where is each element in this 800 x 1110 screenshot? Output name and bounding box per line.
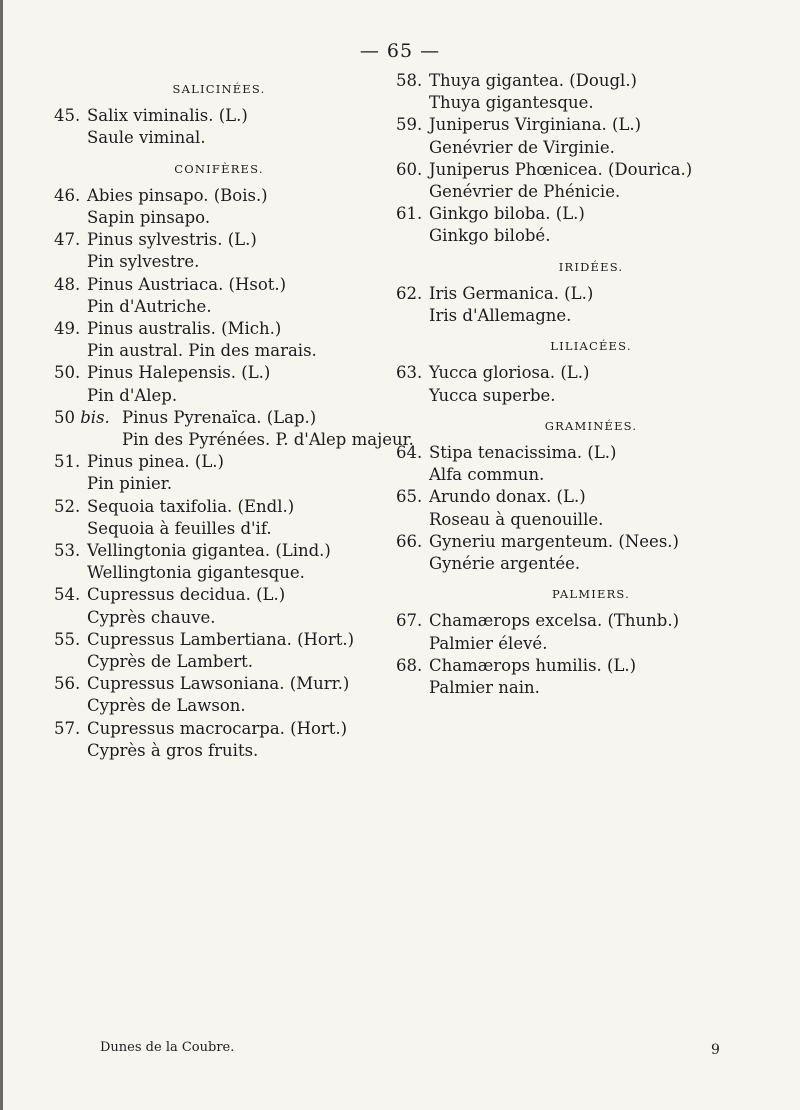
species-entry: [396, 114, 786, 158]
entry-number: 68.: [396, 655, 423, 675]
section-heading: CONIFÈRES.: [174, 161, 264, 176]
entry-number: 55.: [54, 629, 81, 649]
species-entry: [54, 407, 414, 451]
species-entry: [54, 105, 384, 149]
latin-name: Yucca gloriosa. (L.): [429, 363, 590, 383]
entry-number: 61.: [396, 204, 423, 224]
latin-name: Iris Germanica. (L.): [429, 283, 594, 303]
species-entry: [396, 159, 786, 203]
latin-name: Chamærops humilis. (L.): [429, 655, 637, 675]
entry-number: 49.: [54, 319, 81, 339]
latin-name: Arundo donax. (L.): [429, 487, 586, 507]
common-name: Palmier élevé.: [429, 633, 548, 653]
entry-number: 46.: [54, 185, 81, 205]
common-name: Genévrier de Phénicie.: [429, 182, 621, 202]
species-entry: [396, 283, 786, 327]
common-name: Saule viminal.: [87, 128, 206, 148]
right-column: [396, 70, 786, 699]
common-name: Cyprès de Lambert.: [87, 652, 253, 672]
common-name: Cyprès à gros fruits.: [87, 740, 259, 760]
page-number: — 65 —: [359, 40, 441, 62]
common-name: Sapin pinsapo.: [87, 208, 211, 228]
entry-number: 64.: [396, 443, 423, 463]
latin-name: Juniperus Virginiana. (L.): [429, 115, 642, 135]
entry-number: 54.: [54, 585, 81, 605]
entry-number: 53.: [54, 541, 81, 561]
species-entry: [54, 229, 384, 273]
latin-name: Pinus sylvestris. (L.): [87, 230, 257, 250]
latin-name: Thuya gigantea. (Dougl.): [429, 71, 637, 90]
species-entry: [54, 274, 384, 318]
entry-number: 62.: [396, 283, 423, 303]
latin-name: Pinus Austriaca. (Hsot.): [87, 274, 287, 294]
common-name: Pin sylvestre.: [87, 252, 200, 272]
species-entry: [396, 486, 786, 530]
latin-name: Pinus pinea. (L.): [87, 452, 224, 472]
common-name: Thuya gigantesque.: [429, 93, 594, 113]
latin-name: Cupressus decidua. (L.): [87, 585, 286, 605]
common-name: Pin d'Autriche.: [87, 296, 212, 316]
latin-name: Stipa tenacissima. (L.): [429, 443, 617, 463]
section-heading: IRIDÉES.: [558, 259, 624, 274]
common-name: Wellingtonia gigantesque.: [87, 563, 305, 583]
entry-number: 59.: [396, 115, 423, 135]
species-entry: [54, 629, 384, 673]
entry-number: 50.: [54, 363, 81, 383]
signature-mark: 9: [711, 1042, 720, 1058]
species-entry: [54, 318, 384, 362]
common-name: Iris d'Allemagne.: [429, 306, 572, 326]
entry-number: 48.: [54, 274, 81, 294]
species-entry: [54, 673, 384, 717]
section-heading: SALICINÉES.: [172, 82, 266, 96]
entry-number: 66.: [396, 531, 423, 551]
species-entry: [396, 203, 786, 247]
latin-name: Vellingtonia gigantea. (Lind.): [87, 541, 331, 561]
latin-name: Juniperus Phœnicea. (Dourica.): [429, 159, 693, 179]
common-name: Cyprès chauve.: [87, 607, 216, 627]
common-name: Ginkgo bilobé.: [429, 226, 551, 246]
latin-name: Pinus Pyrenaïca. (Lap.): [122, 407, 317, 427]
entry-number: 51.: [54, 452, 81, 472]
latin-name: Ginkgo biloba. (L.): [429, 204, 585, 224]
common-name: Cyprès de Lawson.: [87, 696, 246, 716]
latin-name: Abies pinsapo. (Bois.): [87, 185, 268, 205]
species-entry: [396, 442, 786, 486]
species-entry: [396, 655, 786, 699]
common-name: Pin d'Alep.: [87, 385, 178, 405]
latin-name: Chamærops excelsa. (Thunb.): [429, 611, 680, 631]
latin-name: Cupressus Lambertiana. (Hort.): [87, 629, 355, 649]
latin-name: Cupressus Lawsoniana. (Murr.): [87, 674, 350, 694]
common-name: Roseau à quenouille.: [429, 509, 604, 529]
latin-name: Salix viminalis. (L.): [87, 106, 248, 126]
entry-number: 56.: [54, 674, 81, 694]
entry-number: 60.: [396, 159, 423, 179]
species-entry: [54, 496, 384, 540]
latin-name: Cupressus macrocarpa. (Hort.): [87, 718, 348, 738]
entry-number: 58.: [396, 71, 423, 90]
footer-caption: Dunes de la Coubre.: [100, 1040, 235, 1055]
common-name: Sequoia à feuilles d'if.: [87, 518, 272, 538]
species-entry: [54, 451, 384, 495]
entry-number: 57.: [54, 718, 81, 738]
species-entry: [54, 540, 384, 584]
entry-number: 65.: [396, 487, 423, 507]
species-entry: [396, 362, 786, 406]
common-name: Pin pinier.: [87, 474, 173, 494]
section-heading: LILIACÉES.: [550, 339, 632, 354]
section-heading: PALMIERS.: [552, 587, 630, 602]
common-name: Alfa commun.: [429, 465, 545, 485]
entry-number: 45.: [54, 106, 81, 126]
species-entry: [396, 610, 786, 654]
latin-name: Gyneriu margenteum. (Nees.): [429, 531, 679, 551]
species-entry: [396, 70, 786, 114]
entry-number: 47.: [54, 230, 81, 250]
page-edge-shadow: [0, 0, 3, 1110]
common-name: Pin des Pyrénées. P. d'Alep majeur.: [122, 430, 414, 450]
common-name: Yucca superbe.: [429, 385, 556, 405]
entry-number: 52.: [54, 496, 81, 516]
latin-name: Pinus australis. (Mich.): [87, 319, 282, 339]
latin-name: Pinus Halepensis. (L.): [87, 363, 271, 383]
common-name: Palmier nain.: [429, 678, 540, 698]
section-heading: GRAMINÉES.: [544, 418, 638, 433]
entry-number: 67.: [396, 611, 423, 631]
species-entry: [54, 584, 384, 628]
species-entry: [54, 718, 384, 762]
species-entry: [396, 531, 786, 575]
common-name: Pin austral. Pin des marais.: [87, 341, 317, 361]
species-entry: [54, 185, 384, 229]
entry-number: 63.: [396, 363, 423, 383]
entry-number: 50 bis.: [54, 407, 110, 427]
species-entry: [54, 362, 384, 406]
common-name: Gynérie argentée.: [429, 554, 581, 574]
common-name: Genévrier de Virginie.: [429, 137, 615, 157]
latin-name: Sequoia taxifolia. (Endl.): [87, 496, 295, 516]
